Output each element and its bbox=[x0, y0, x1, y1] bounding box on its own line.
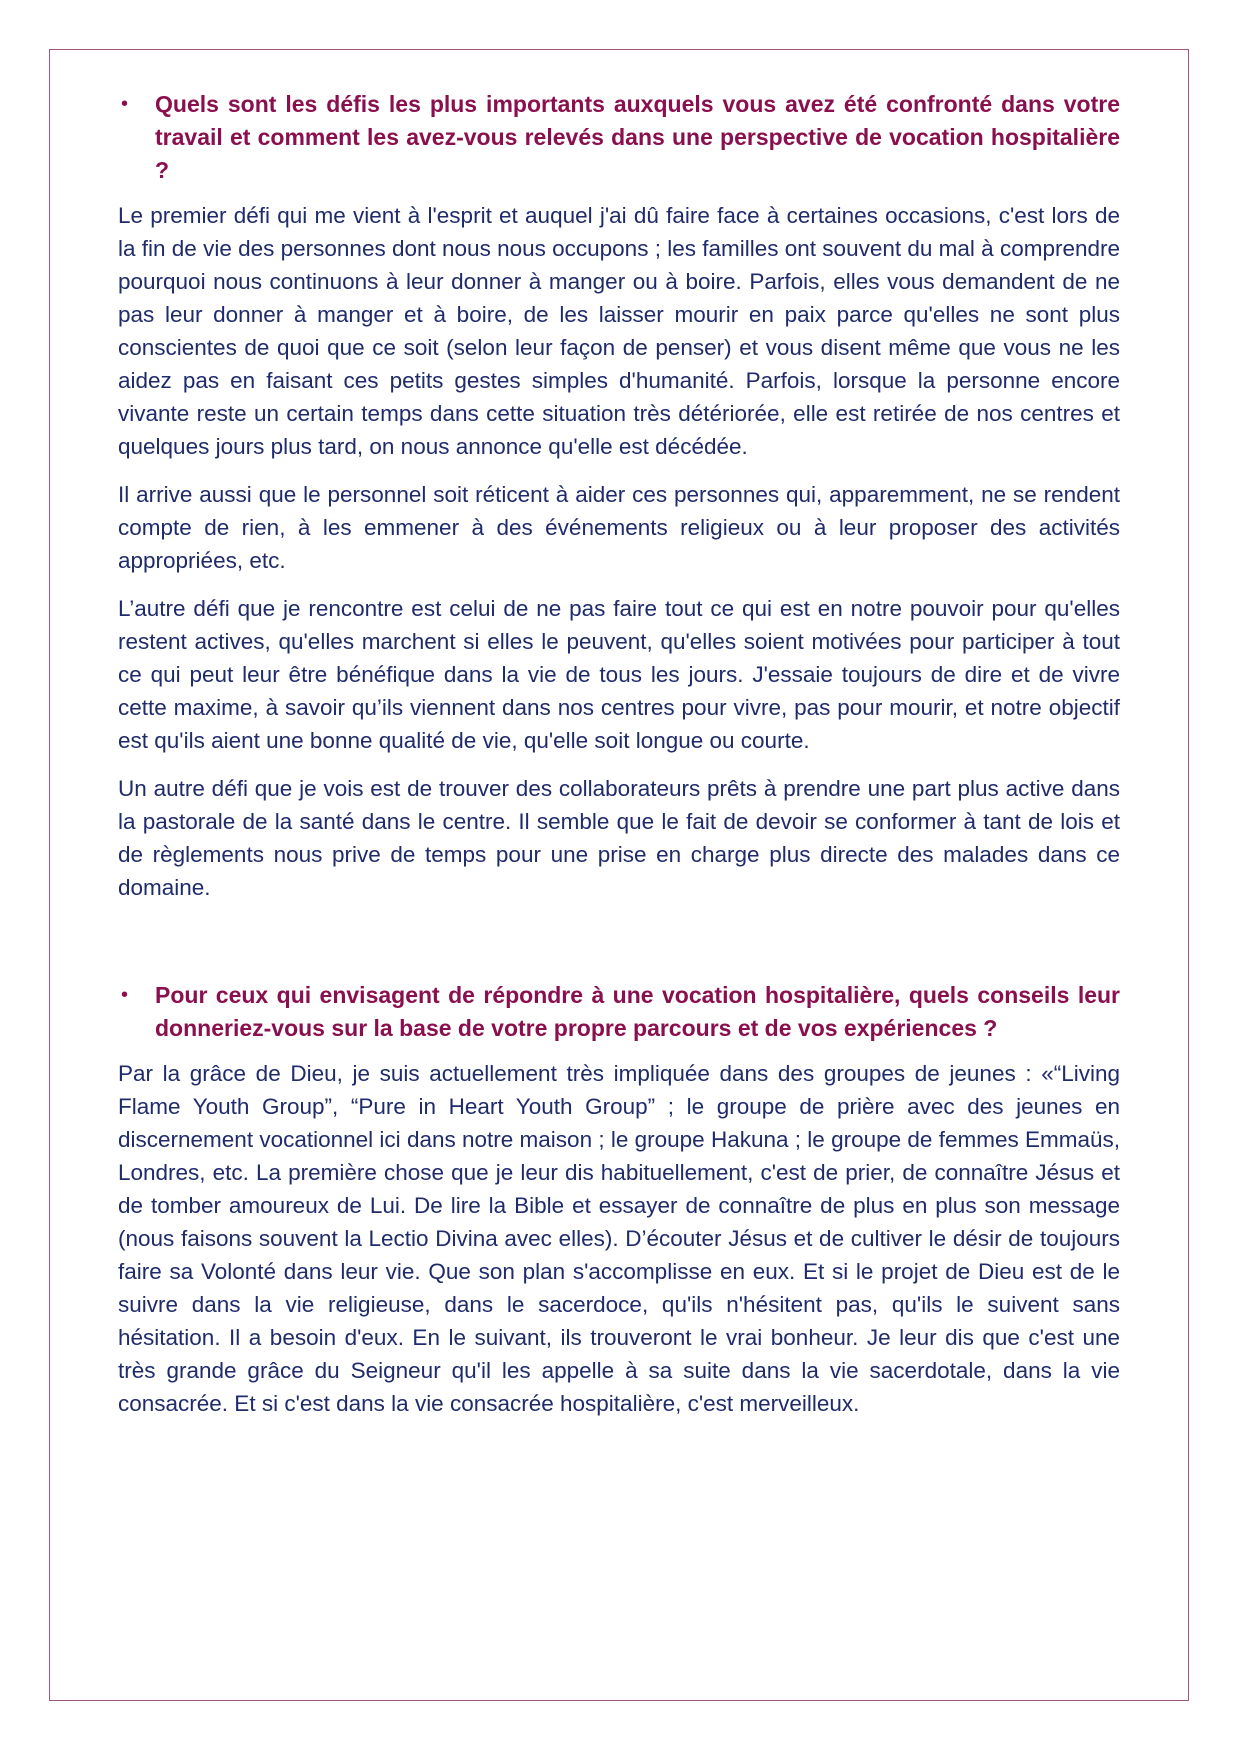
section-spacer bbox=[118, 919, 1120, 979]
document-body bbox=[118, 88, 1120, 1435]
bullet-icon: • bbox=[121, 93, 129, 115]
question-heading-2 bbox=[118, 979, 1120, 1045]
question-text: Quels sont les défis les plus importants auxquels vous avez été confronté dans votre travail et comment les avez-vous relevés dans une perspective de vocation hospitalière ? bbox=[155, 91, 1120, 183]
answer-paragraph: Un autre défi que je vois est de trouver des collaborateurs prêts à prendre une part plus active dans la pastorale de la santé dans le centre. Il semble que le fait de devoir se conformer à tant de lois et de règlements nous prive de temps pour une prise en charge plus directe des malades dans ce domaine. bbox=[118, 776, 1120, 900]
bullet-icon: • bbox=[121, 984, 129, 1006]
question-text: Pour ceux qui envisagent de répondre à une vocation hospitalière, quels conseils leur donneriez-vous sur la base de votre propre parcours et de vos expériences ? bbox=[155, 982, 1120, 1041]
question-heading-1 bbox=[118, 88, 1120, 187]
answer-paragraph: Il arrive aussi que le personnel soit réticent à aider ces personnes qui, apparemment, ne se rendent compte de rien, à les emmener à des événements religieux ou à leur proposer des activités appropriées, etc. bbox=[118, 482, 1120, 573]
answer-paragraph: Le premier défi qui me vient à l'esprit et auquel j'ai dû faire face à certaines occasions, c'est lors de la fin de vie des personnes dont nous nous occupons ; les familles ont souvent du mal à comprendre pourquoi nous continuons à leur donner à manger ou à boire. Parfois, elles vous demandent de ne pas leur donner à manger et à boire, de les laisser mourir en paix parce qu'elles ne sont plus conscientes de quoi que ce soit (selon leur façon de penser) et vous disent même que vous ne les aidez pas en faisant ces petits gestes simples d'humanité. Parfois, lorsque la personne encore vivante reste un certain temps dans cette situation très détériorée, elle est retirée de nos centres et quelques jours plus tard, on nous annonce qu'elle est décédée. bbox=[118, 203, 1120, 459]
answer-paragraph: Par la grâce de Dieu, je suis actuellement très impliquée dans des groupes de jeunes : «“Living Flame Youth Group”, “Pure in Heart Youth Group” ; le groupe de prière avec des jeunes en discernement vocationnel ici dans notre maison ; le groupe Hakuna ; le groupe de femmes Emmaüs, Londres, etc. La première chose que je leur dis habituellement, c'est de prier, de connaître Jésus et de tomber amoureux de Lui. De lire la Bible et essayer de connaître de plus en plus son message (nous faisons souvent la Lectio Divina avec elles). D’écouter Jésus et de cultiver le désir de toujours faire sa Volonté dans leur vie. Que son plan s'accomplisse en eux. Et si le projet de Dieu est de le suivre dans la vie religieuse, dans le sacerdoce, qu'ils n'hésitent pas, qu'ils le suivent sans hésitation. Il a besoin d'eux. En le suivant, ils trouveront le vrai bonheur. Je leur dis que c'est une très grande grâce du Seigneur qu'il les appelle à sa suite dans la vie sacerdotale, dans la vie consacrée. Et si c'est dans la vie consacrée hospitalière, c'est merveilleux. bbox=[118, 1061, 1120, 1416]
answer-paragraph: L’autre défi que je rencontre est celui de ne pas faire tout ce qui est en notre pouvoir pour qu'elles restent actives, qu'elles marchent si elles le peuvent, qu'elles soient motivées pour participer à tout ce qui peut leur être bénéfique dans la vie de tous les jours. J'essaie toujours de dire et de vivre cette maxime, à savoir qu’ils viennent dans nos centres pour vivre, pas pour mourir, et notre objectif est qu'ils aient une bonne qualité de vie, qu'elle soit longue ou courte. bbox=[118, 596, 1120, 753]
